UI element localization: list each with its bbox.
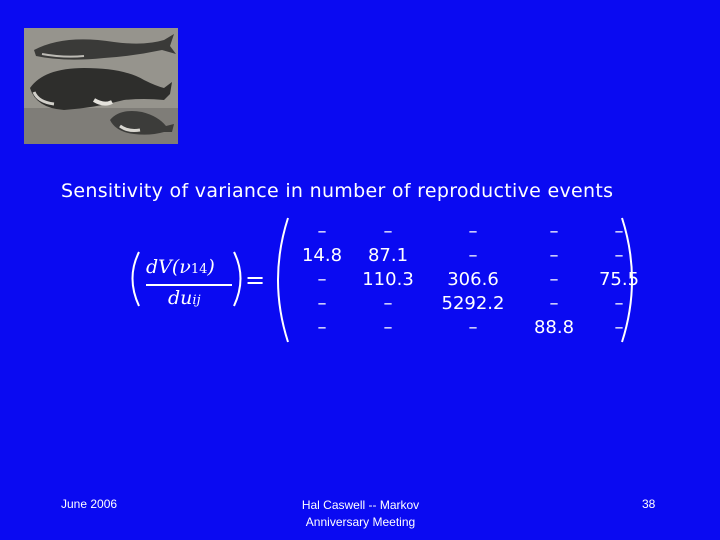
lhs-denominator: duij: [168, 287, 201, 309]
matrix-cell: –: [383, 292, 393, 314]
matrix-cell: 110.3: [362, 268, 414, 290]
lhs-right-paren: [234, 252, 241, 306]
matrix-cell: –: [317, 220, 327, 242]
fraction-bar: [146, 284, 232, 286]
matrix-cell: –: [383, 220, 393, 242]
footer-date: June 2006: [61, 497, 118, 511]
matrix-cell: 5292.2: [441, 292, 505, 314]
matrix-cell: –: [549, 220, 559, 242]
matrix-cell: –: [614, 220, 624, 242]
matrix-cell: –: [317, 268, 327, 290]
lhs-numerator: dV(ν14): [146, 256, 215, 278]
matrix-cell: –: [468, 244, 478, 266]
matrix-cell: –: [614, 292, 624, 314]
matrix-cell: –: [383, 316, 393, 338]
matrix-cell: –: [549, 244, 559, 266]
matrix-cell: 87.1: [367, 244, 409, 266]
matrix-cell: 75.5: [598, 268, 640, 290]
matrix-cell: –: [468, 316, 478, 338]
footer-title-line1: Hal Caswell -- Markov: [301, 498, 420, 512]
matrix-cell: –: [614, 244, 624, 266]
matrix-cell: –: [317, 316, 327, 338]
matrix-cell: –: [549, 292, 559, 314]
slide-heading: Sensitivity of variance in number of reproductive events: [61, 180, 614, 202]
matrix-cell: –: [549, 268, 559, 290]
matrix-cell: –: [317, 292, 327, 314]
matrix-cell: 14.8: [301, 244, 343, 266]
matrix-cell: 306.6: [447, 268, 499, 290]
lhs-left-paren: [133, 252, 140, 306]
equals-sign: =: [245, 266, 266, 294]
page-number: 38: [642, 497, 656, 511]
matrix-left-paren: [278, 218, 288, 342]
footer-title: [268, 497, 453, 531]
matrix-cell: –: [614, 316, 624, 338]
matrix-cell: 88.8: [533, 316, 575, 338]
footer-title-line2: Anniversary Meeting: [305, 515, 416, 529]
sensitivity-matrix: [296, 219, 648, 339]
matrix-cell: –: [468, 220, 478, 242]
